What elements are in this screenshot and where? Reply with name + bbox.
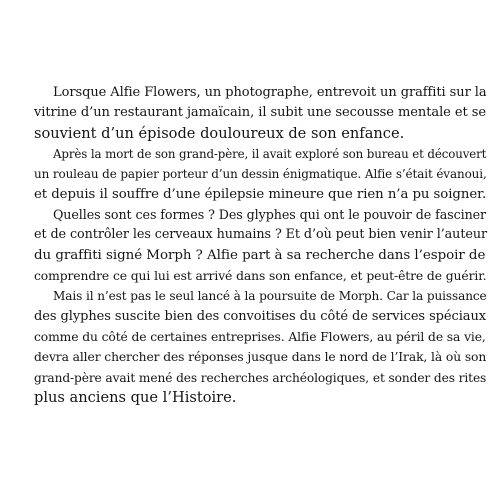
- blurb-text: [15, 83, 485, 409]
- text-line: du graffiti signé Morph ? Alfie part à sa recherche dans l’espoir de: [34, 247, 486, 263]
- text-line: souvient d’un épisode douloureux de son enfance.: [34, 124, 405, 142]
- text-line: et depuis il souffre d’une épilepsie mineure que rien n’a pu soigner.: [34, 186, 487, 202]
- paragraph-2: [15, 144, 485, 205]
- text-line: plus anciens que l’Histoire.: [34, 389, 237, 407]
- text-line: vitrine d’un restaurant jamaïcain, il subit une secousse mentale et se: [34, 105, 487, 121]
- text-line: Mais il n’est pas le seul lancé à la poursuite de Morph. Car la puissance: [53, 289, 487, 304]
- text-line: Quelles sont ces formes ? Des glyphes qui ont le pouvoir de fasciner: [53, 207, 487, 223]
- text-line: grand-père avait mené des recherches archéologiques, et sonder des rites: [34, 370, 487, 385]
- paragraph-1: [15, 83, 485, 144]
- text-line: et de contrôler les cerveaux humains ? Et d’où peut bien venir l’auteur: [34, 227, 487, 243]
- text-line: Lorsque Alfie Flowers, un photographe, entrevoit un graffiti sur la: [53, 85, 487, 100]
- paragraph-3: [15, 205, 485, 286]
- text-line: un rouleau de papier porteur d’un dessin énigmatique. Alfie s’était évanoui,: [34, 167, 487, 182]
- paragraph-4: [15, 286, 485, 408]
- text-line: devra aller chercher des réponses jusque dans le nord de l’Irak, là où son: [34, 350, 487, 365]
- text-line: comme du côté de certaines entreprises. Alfie Flowers, au péril de sa vie,: [34, 330, 486, 345]
- text-line: Après la mort de son grand-père, il avait exploré son bureau et découvert: [53, 147, 487, 162]
- text-line: des glyphes suscite bien des convoitises du côté de services spéciaux: [34, 308, 487, 324]
- text-line: comprendre ce qui lui est arrivé dans son enfance, et peut-être de guérir.: [34, 269, 487, 284]
